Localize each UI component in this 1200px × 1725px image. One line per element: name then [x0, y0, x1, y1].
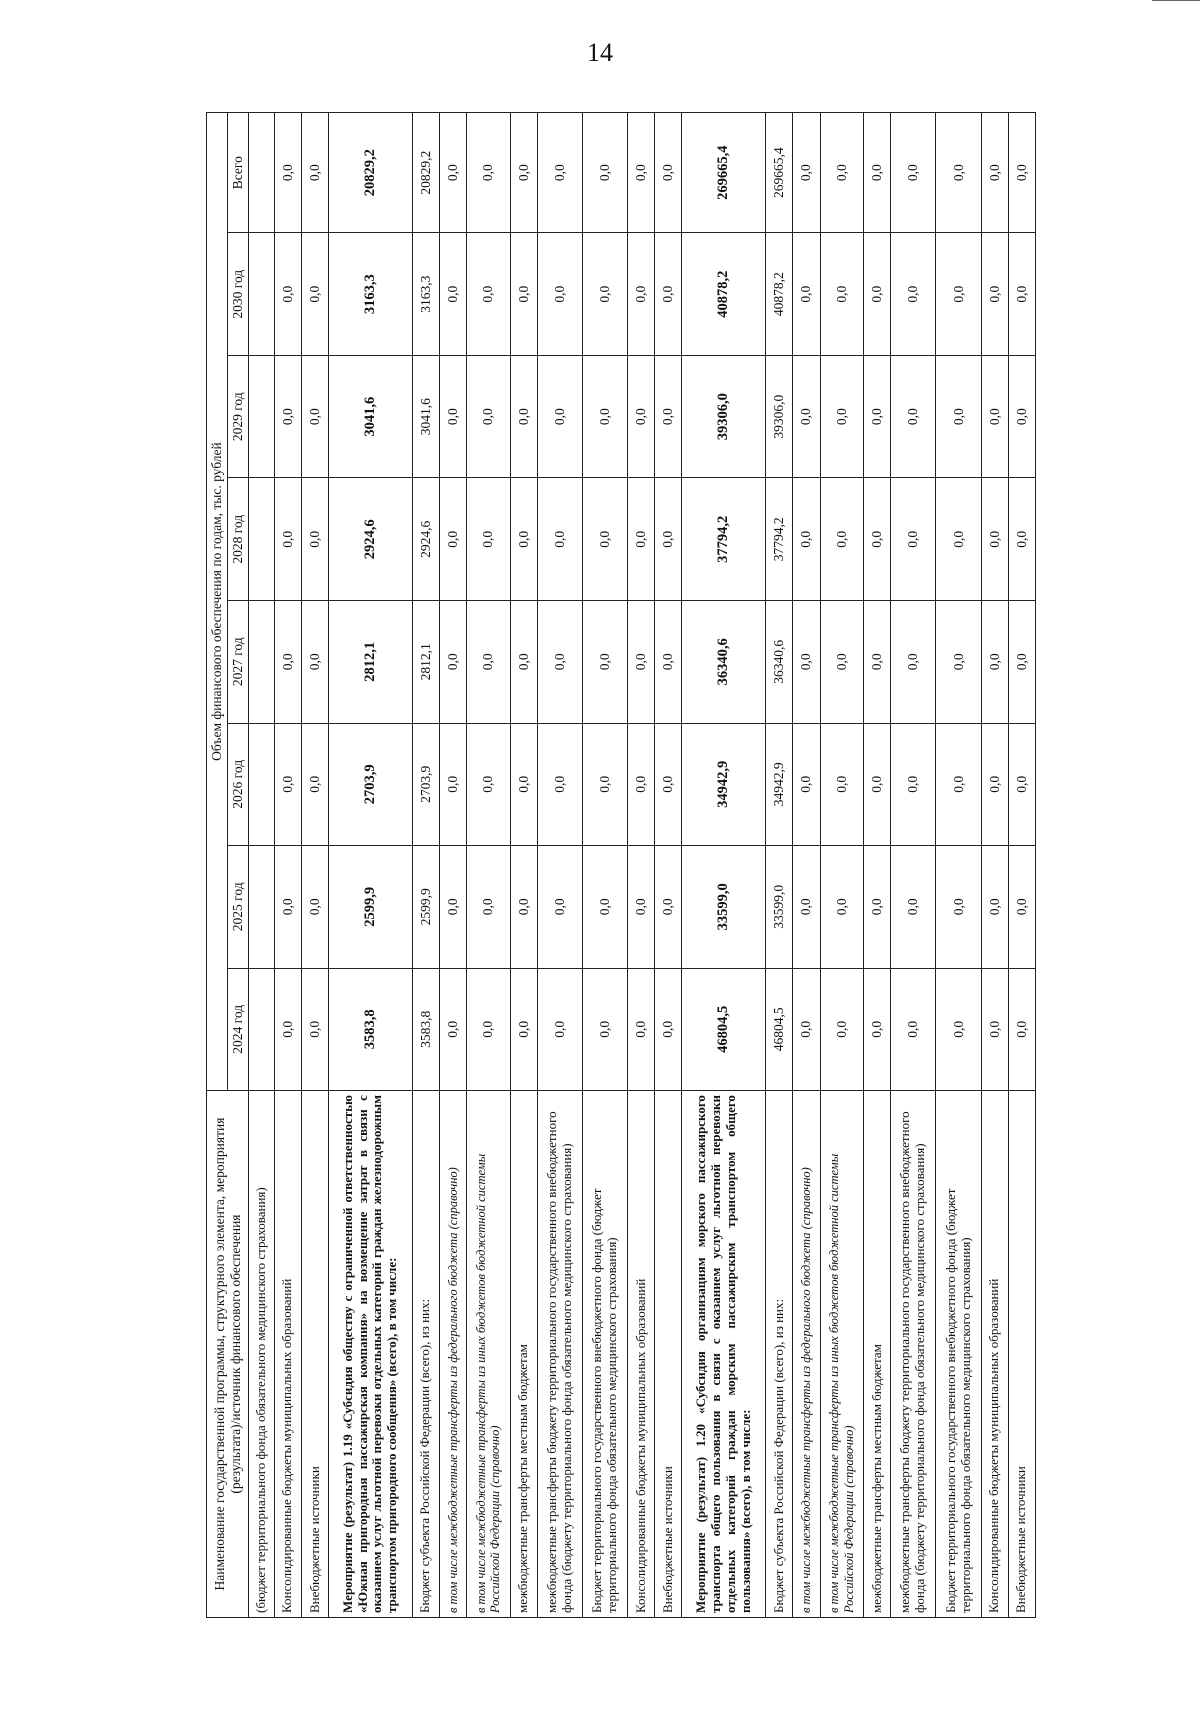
year-value-cell: 0,0	[301, 846, 328, 969]
year-value-cell: 0,0	[274, 355, 301, 478]
year-value-cell: 39306,0	[766, 355, 793, 478]
total-value-cell: 0,0	[1008, 113, 1035, 233]
total-value-cell: 0,0	[628, 113, 655, 233]
year-value-cell: 0,0	[793, 478, 820, 601]
year-value-cell: 0,0	[274, 846, 301, 969]
table-row	[891, 113, 936, 1618]
row-name-cell: Бюджет территориального государственного внебюджетного фонда (бюджет территориального фонда обязательного медицинского страхования)	[583, 1091, 628, 1618]
year-value-cell: 0,0	[891, 846, 936, 969]
total-value-cell: 269665,4	[766, 113, 793, 233]
year-value-cell: 0,0	[793, 233, 820, 356]
year-value-cell: 0,0	[864, 478, 891, 601]
year-value-cell: 0,0	[936, 355, 981, 478]
year-value-cell: 46804,5	[682, 968, 766, 1091]
year-value-cell: 0,0	[583, 601, 628, 724]
year-value-cell: 2812,1	[412, 601, 439, 724]
row-name-cell: межбюджетные трансферты бюджету территориального государственного внебюджетного фонда (бюджету территориального фонда обязательного медицинского страхования)	[891, 1091, 936, 1618]
year-value-cell: 2599,9	[329, 846, 413, 969]
year-value-cell: 0,0	[864, 968, 891, 1091]
year-value-cell: 39306,0	[682, 355, 766, 478]
year-value-cell: 0,0	[510, 968, 537, 1091]
year-value-cell: 0,0	[936, 968, 981, 1091]
table-row	[537, 113, 582, 1618]
year-value-cell: 3163,3	[412, 233, 439, 356]
table-row	[864, 113, 891, 1618]
year-value-cell: 2812,1	[329, 601, 413, 724]
year-header: 2026 год	[228, 723, 249, 846]
total-value-cell: 0,0	[274, 113, 301, 233]
table-row	[274, 113, 301, 1618]
year-value-cell: 0,0	[936, 601, 981, 724]
year-value-cell: 3583,8	[412, 968, 439, 1091]
year-value-cell: 0,0	[1008, 723, 1035, 846]
year-value-cell: 0,0	[891, 233, 936, 356]
year-value-cell: 36340,6	[766, 601, 793, 724]
year-value-cell: 0,0	[301, 968, 328, 1091]
total-value-cell: 0,0	[467, 113, 511, 233]
year-value-cell	[249, 601, 275, 724]
year-value-cell: 0,0	[467, 846, 511, 969]
total-value-cell: 0,0	[440, 113, 467, 233]
year-value-cell: 0,0	[820, 355, 864, 478]
year-value-cell: 0,0	[301, 478, 328, 601]
year-value-cell: 0,0	[274, 478, 301, 601]
year-value-cell	[249, 723, 275, 846]
year-value-cell: 0,0	[864, 601, 891, 724]
total-value-cell: 269665,4	[682, 113, 766, 233]
total-value-cell	[249, 113, 275, 233]
year-value-cell: 0,0	[793, 968, 820, 1091]
year-value-cell: 0,0	[891, 601, 936, 724]
row-name-cell: в том числе межбюджетные трансферты из федерального бюджета (справочно)	[440, 1091, 467, 1618]
year-value-cell: 0,0	[583, 478, 628, 601]
table-row	[249, 113, 275, 1618]
year-value-cell: 37794,2	[766, 478, 793, 601]
year-value-cell: 0,0	[440, 233, 467, 356]
total-header: Всего	[228, 113, 249, 233]
year-value-cell: 0,0	[440, 601, 467, 724]
year-value-cell: 0,0	[820, 233, 864, 356]
year-value-cell: 0,0	[981, 723, 1008, 846]
year-value-cell: 37794,2	[682, 478, 766, 601]
year-value-cell: 0,0	[628, 846, 655, 969]
year-value-cell: 0,0	[537, 233, 582, 356]
year-value-cell: 0,0	[467, 601, 511, 724]
table-row	[1008, 113, 1035, 1618]
year-value-cell	[249, 478, 275, 601]
year-value-cell: 0,0	[301, 601, 328, 724]
year-value-cell: 0,0	[820, 478, 864, 601]
year-header: 2027 год	[228, 601, 249, 724]
year-value-cell: 0,0	[981, 355, 1008, 478]
year-value-cell: 0,0	[936, 723, 981, 846]
total-value-cell: 0,0	[981, 113, 1008, 233]
year-value-cell: 0,0	[981, 478, 1008, 601]
row-name-cell: (бюджет территориального фонда обязательного медицинского страхования)	[249, 1091, 275, 1618]
year-value-cell: 0,0	[510, 233, 537, 356]
corner-scan-mark	[1152, 0, 1200, 1]
year-value-cell: 0,0	[1008, 601, 1035, 724]
row-name-cell: Консолидированные бюджеты муниципальных образований	[274, 1091, 301, 1618]
year-header: 2029 год	[228, 355, 249, 478]
table-row	[301, 113, 328, 1618]
year-value-cell: 0,0	[655, 723, 682, 846]
total-value-cell: 20829,2	[412, 113, 439, 233]
year-value-cell: 0,0	[628, 478, 655, 601]
row-name-cell: Консолидированные бюджеты муниципальных образований	[981, 1091, 1008, 1618]
year-value-cell: 0,0	[1008, 478, 1035, 601]
year-value-cell: 0,0	[981, 968, 1008, 1091]
table-row	[467, 113, 511, 1618]
year-value-cell: 0,0	[1008, 846, 1035, 969]
year-value-cell: 0,0	[793, 846, 820, 969]
row-name-cell: Бюджет субъекта Российской Федерации (всего), из них:	[412, 1091, 439, 1618]
year-value-cell: 0,0	[537, 968, 582, 1091]
year-value-cell: 0,0	[1008, 233, 1035, 356]
year-value-cell: 2924,6	[412, 478, 439, 601]
table-row	[628, 113, 655, 1618]
year-value-cell: 0,0	[655, 478, 682, 601]
row-name-cell: в том числе межбюджетные трансферты из иных бюджетов бюджетной системы Российской Федерации (справочно)	[820, 1091, 864, 1618]
year-value-cell: 0,0	[583, 968, 628, 1091]
table-row	[820, 113, 864, 1618]
year-value-cell: 3041,6	[412, 355, 439, 478]
year-value-cell: 3583,8	[329, 968, 413, 1091]
year-value-cell: 0,0	[864, 355, 891, 478]
row-name-cell: Бюджет субъекта Российской Федерации (всего), из них:	[766, 1091, 793, 1618]
year-value-cell: 0,0	[864, 233, 891, 356]
year-value-cell	[249, 355, 275, 478]
table-row	[583, 113, 628, 1618]
year-value-cell: 0,0	[864, 846, 891, 969]
row-name-cell: Мероприятие (результат) 1.20 «Субсидия организациям морского пассажирского транспорта общего пользования в связи с оказанием услуг льготной перевозки отдельных категорий граждан морским пассажирским транспортом общего пользования» (всего), в том числе:	[682, 1091, 766, 1618]
year-value-cell: 0,0	[628, 723, 655, 846]
table-row	[412, 113, 439, 1618]
year-value-cell: 0,0	[274, 968, 301, 1091]
row-name-cell: Внебюджетные источники	[1008, 1091, 1035, 1618]
year-value-cell: 34942,9	[682, 723, 766, 846]
year-value-cell: 0,0	[655, 233, 682, 356]
year-value-cell: 34942,9	[766, 723, 793, 846]
financing-table	[206, 112, 1036, 1618]
year-value-cell: 0,0	[628, 601, 655, 724]
year-value-cell: 0,0	[936, 233, 981, 356]
year-value-cell: 0,0	[655, 968, 682, 1091]
year-value-cell: 0,0	[537, 478, 582, 601]
year-value-cell: 0,0	[793, 355, 820, 478]
year-value-cell: 3041,6	[329, 355, 413, 478]
year-value-cell	[249, 846, 275, 969]
year-value-cell: 0,0	[891, 355, 936, 478]
row-name-cell: межбюджетные трансферты бюджету территориального государственного внебюджетного фонда (бюджету территориального фонда обязательного медицинского страхования)	[537, 1091, 582, 1618]
year-value-cell: 33599,0	[682, 846, 766, 969]
row-name-cell: в том числе межбюджетные трансферты из иных бюджетов бюджетной системы Российской Федерации (справочно)	[467, 1091, 511, 1618]
year-value-cell: 0,0	[440, 968, 467, 1091]
year-value-cell: 0,0	[793, 723, 820, 846]
year-value-cell: 0,0	[891, 723, 936, 846]
total-value-cell: 0,0	[301, 113, 328, 233]
year-value-cell: 46804,5	[766, 968, 793, 1091]
year-value-cell: 0,0	[467, 233, 511, 356]
year-value-cell: 0,0	[936, 846, 981, 969]
year-header: 2028 год	[228, 478, 249, 601]
year-header: 2030 год	[228, 233, 249, 356]
year-value-cell: 0,0	[510, 601, 537, 724]
total-value-cell: 0,0	[820, 113, 864, 233]
total-value-cell: 0,0	[864, 113, 891, 233]
row-name-cell: Консолидированные бюджеты муниципальных образований	[628, 1091, 655, 1618]
name-column-header: Наименование государственной программы, структурного элемента, мероприятия (результата)/источник финансового обеспечения	[207, 1091, 249, 1618]
year-value-cell: 0,0	[628, 968, 655, 1091]
table-row	[682, 113, 766, 1618]
year-header: 2024 год	[228, 968, 249, 1091]
year-value-cell: 0,0	[891, 478, 936, 601]
year-value-cell: 0,0	[510, 355, 537, 478]
year-header: 2025 год	[228, 846, 249, 969]
row-name-cell: Мероприятие (результат) 1.19 «Субсидия обществу с ограниченной ответственностью «Южная пригородная пассажирская компания» на возмещение затрат в связи с оказанием услуг льготной перевозки отдельных категорий граждан железнодорожным транспортом пригородного сообщения» (всего), в том числе:	[329, 1091, 413, 1618]
year-value-cell: 0,0	[510, 723, 537, 846]
year-value-cell: 0,0	[301, 723, 328, 846]
table-row	[766, 113, 793, 1618]
total-value-cell: 0,0	[583, 113, 628, 233]
table-row	[655, 113, 682, 1618]
year-value-cell: 0,0	[655, 601, 682, 724]
total-value-cell: 0,0	[793, 113, 820, 233]
year-value-cell: 0,0	[440, 846, 467, 969]
year-value-cell: 0,0	[793, 601, 820, 724]
table-row	[793, 113, 820, 1618]
total-value-cell: 0,0	[936, 113, 981, 233]
year-value-cell: 0,0	[583, 355, 628, 478]
row-name-cell: межбюджетные трансферты местным бюджетам	[864, 1091, 891, 1618]
year-value-cell: 40878,2	[682, 233, 766, 356]
row-name-cell: Бюджет территориального государственного внебюджетного фонда (бюджет территориального фонда обязательного медицинского страхования)	[936, 1091, 981, 1618]
year-value-cell: 36340,6	[682, 601, 766, 724]
year-value-cell: 0,0	[655, 846, 682, 969]
row-name-cell: Внебюджетные источники	[301, 1091, 328, 1618]
year-value-cell: 0,0	[1008, 968, 1035, 1091]
year-value-cell: 0,0	[820, 968, 864, 1091]
year-value-cell: 0,0	[537, 601, 582, 724]
year-value-cell: 2703,9	[329, 723, 413, 846]
row-name-cell: в том числе межбюджетные трансферты из федерального бюджета (справочно)	[793, 1091, 820, 1618]
year-value-cell: 0,0	[981, 846, 1008, 969]
total-value-cell: 0,0	[655, 113, 682, 233]
year-value-cell: 0,0	[274, 233, 301, 356]
year-value-cell: 0,0	[583, 846, 628, 969]
page-number: 14	[587, 38, 613, 67]
year-value-cell: 0,0	[891, 968, 936, 1091]
table-body	[249, 113, 1036, 1618]
year-value-cell: 0,0	[467, 968, 511, 1091]
year-value-cell: 0,0	[440, 723, 467, 846]
total-value-cell: 0,0	[510, 113, 537, 233]
year-value-cell: 0,0	[510, 846, 537, 969]
year-value-cell: 0,0	[820, 846, 864, 969]
year-value-cell: 0,0	[301, 355, 328, 478]
year-value-cell: 3163,3	[329, 233, 413, 356]
table-row	[440, 113, 467, 1618]
table-row	[510, 113, 537, 1618]
year-value-cell: 0,0	[467, 355, 511, 478]
year-value-cell: 0,0	[981, 233, 1008, 356]
table-row	[329, 113, 413, 1618]
year-value-cell: 0,0	[274, 601, 301, 724]
year-value-cell	[249, 233, 275, 356]
header-row-group	[207, 113, 228, 1618]
table-row	[981, 113, 1008, 1618]
year-value-cell: 0,0	[628, 355, 655, 478]
year-value-cell: 33599,0	[766, 846, 793, 969]
year-value-cell: 0,0	[655, 355, 682, 478]
year-value-cell: 0,0	[537, 723, 582, 846]
year-value-cell: 0,0	[537, 355, 582, 478]
year-value-cell: 40878,2	[766, 233, 793, 356]
year-value-cell: 0,0	[467, 723, 511, 846]
year-value-cell: 2703,9	[412, 723, 439, 846]
year-value-cell: 0,0	[301, 233, 328, 356]
year-value-cell: 2924,6	[329, 478, 413, 601]
total-value-cell: 0,0	[537, 113, 582, 233]
year-value-cell: 2599,9	[412, 846, 439, 969]
year-value-cell: 0,0	[583, 723, 628, 846]
year-value-cell: 0,0	[820, 601, 864, 724]
year-value-cell: 0,0	[510, 478, 537, 601]
year-value-cell: 0,0	[467, 478, 511, 601]
year-value-cell: 0,0	[981, 601, 1008, 724]
total-value-cell: 0,0	[891, 113, 936, 233]
row-name-cell: межбюджетные трансферты местным бюджетам	[510, 1091, 537, 1618]
total-value-cell: 20829,2	[329, 113, 413, 233]
volume-group-header: Объем финансового обеспечения по годам, тыс. рублей	[207, 113, 228, 1091]
year-value-cell: 0,0	[936, 478, 981, 601]
year-value-cell: 0,0	[440, 355, 467, 478]
year-value-cell: 0,0	[864, 723, 891, 846]
year-value-cell: 0,0	[537, 846, 582, 969]
year-value-cell: 0,0	[628, 233, 655, 356]
table-row	[936, 113, 981, 1618]
rotated-table-container	[206, 112, 1036, 1618]
year-value-cell: 0,0	[583, 233, 628, 356]
row-name-cell: Внебюджетные источники	[655, 1091, 682, 1618]
year-value-cell	[249, 968, 275, 1091]
year-value-cell: 0,0	[1008, 355, 1035, 478]
year-value-cell: 0,0	[274, 723, 301, 846]
year-value-cell: 0,0	[820, 723, 864, 846]
year-value-cell: 0,0	[440, 478, 467, 601]
